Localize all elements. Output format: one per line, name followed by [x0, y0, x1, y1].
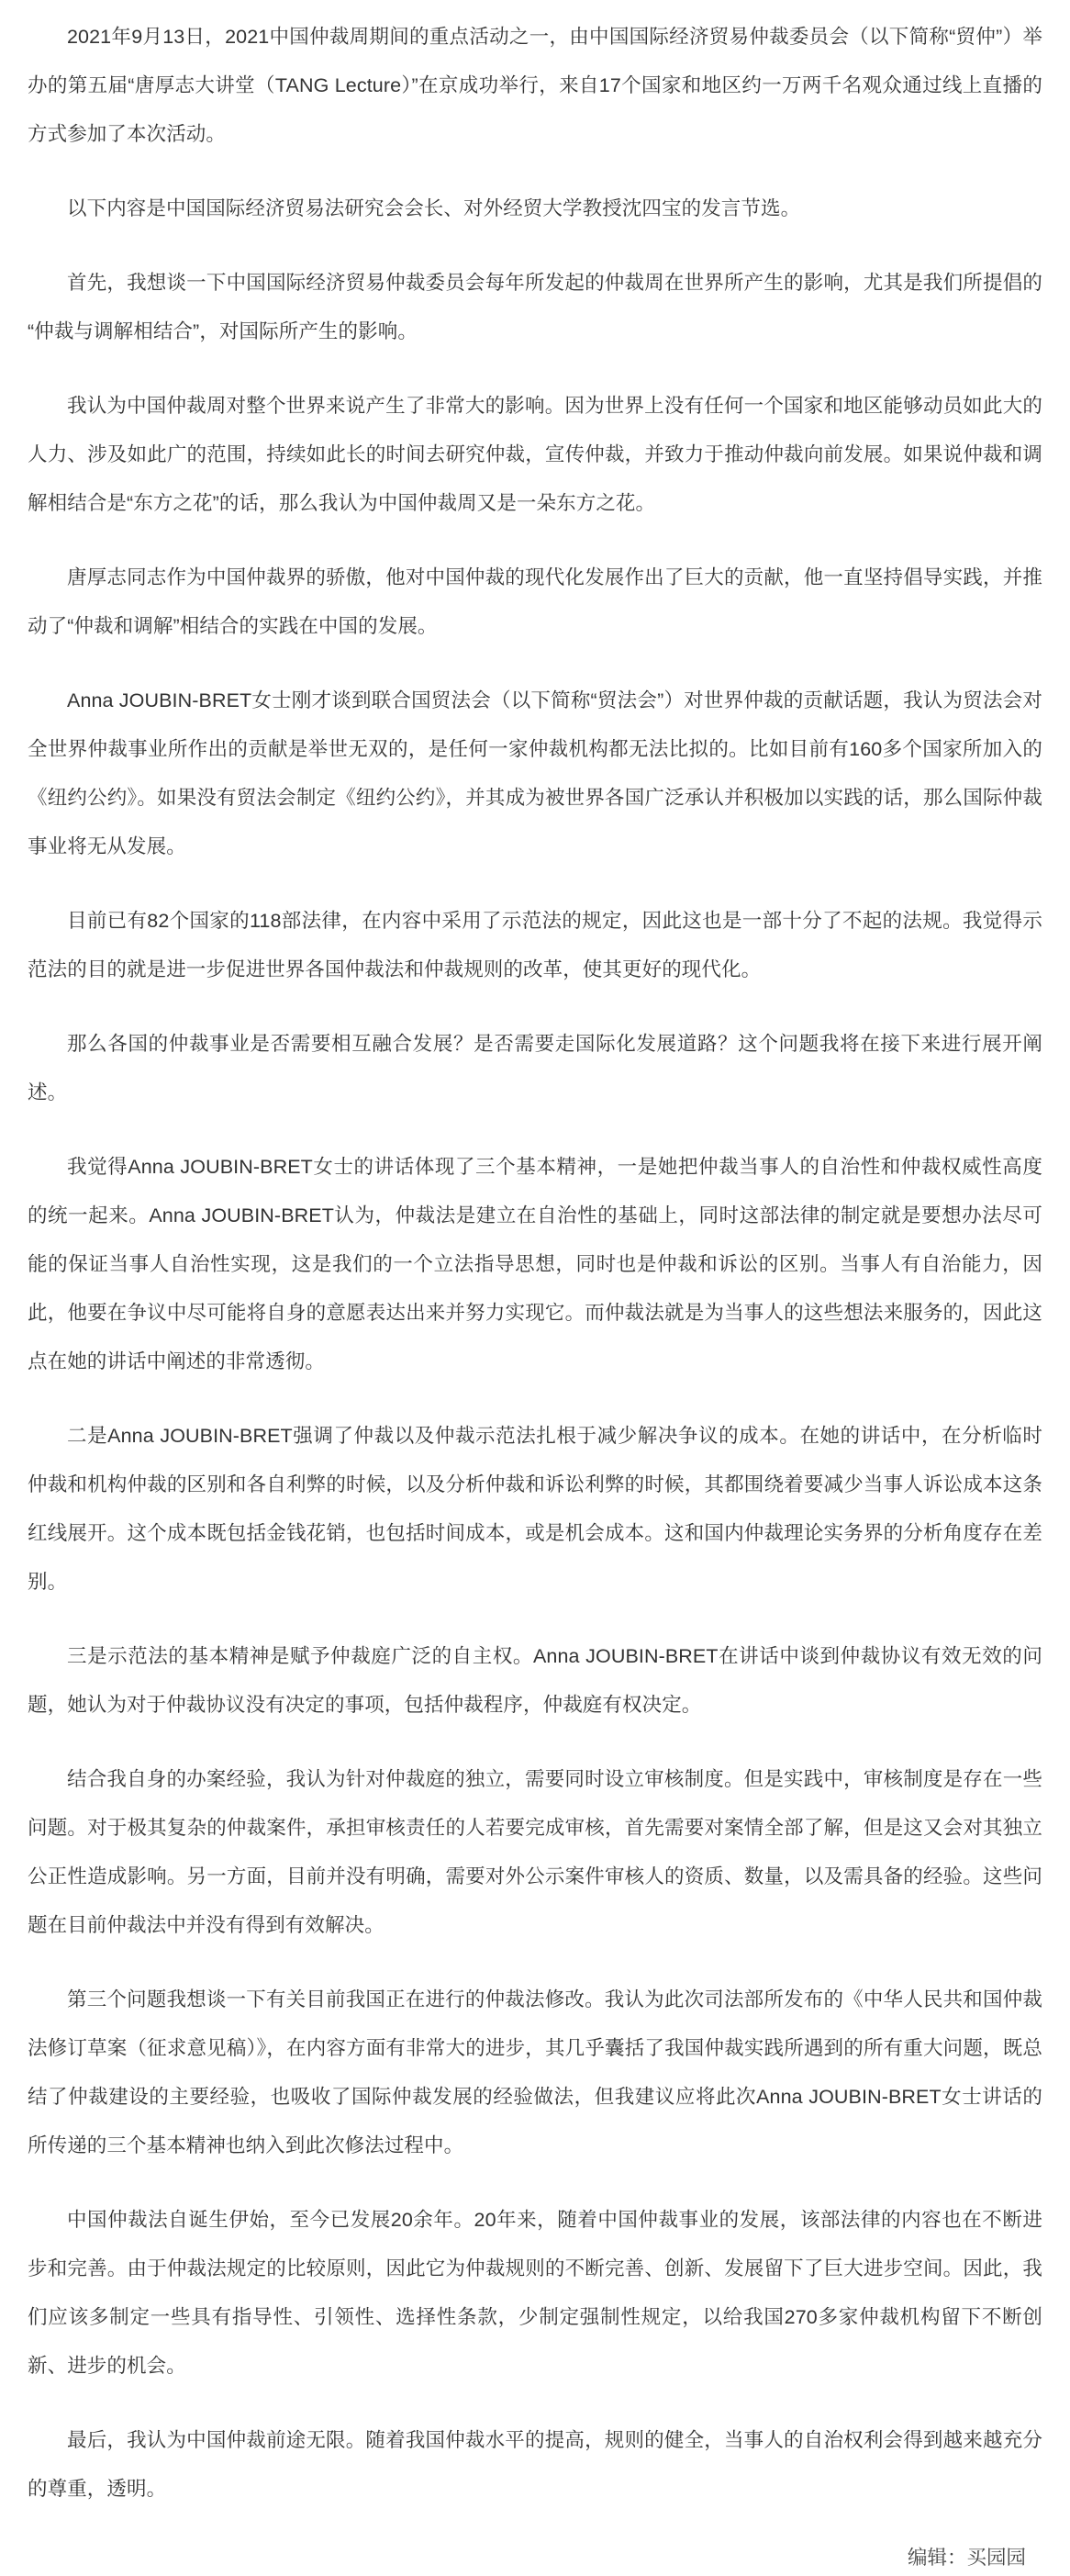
- bottom-spacer: [0, 2514, 1070, 2539]
- article-paragraph: 最后，我认为中国仲裁前途无限。随着我国仲裁水平的提高，规则的健全，当事人的自治权利会得到越来越充分的尊重，透明。: [28, 2429, 1042, 2500]
- article-paragraph: 首先，我想谈一下中国国际经济贸易仲裁委员会每年所发起的仲裁周在世界所产生的影响，尤其是我们所提倡的“仲裁与调解相结合”，对国际所产生的影响。: [28, 272, 1042, 342]
- article-paragraph: 二是Anna JOUBIN-BRET强调了仲裁以及仲裁示范法扎根于减少解决争议的成本。在她的讲话中，在分析临时仲裁和机构仲裁的区别和各自利弊的时候，以及分析仲裁和诉讼利弊的时候，其都围绕着要减少当事人诉讼成本这条红线展开。这个成本既包括金钱花销，也包括时间成本，或是机会成本。这和国内仲裁理论实务界的分析角度存在差别。: [28, 1425, 1042, 1593]
- article-paragraph: 第三个问题我想谈一下有关目前我国正在进行的仲裁法修改。我认为此次司法部所发布的《中华人民共和国仲裁法修订草案（征求意见稿）》，在内容方面有非常大的进步，其几乎囊括了我国仲裁实践所遇到的所有重大问题，既总结了仲裁建设的主要经验，也吸收了国际仲裁发展的经验做法，但我建议应将此次Anna JOUBIN-BRET女士讲话的所传递的三个基本精神也纳入到此次修法过程中。: [28, 1988, 1042, 2156]
- article-paragraph: 那么各国的仲裁事业是否需要相互融合发展？是否需要走国际化发展道路？这个问题我将在接下来进行展开阐述。: [28, 1033, 1042, 1103]
- article-paragraph: 2021年9月13日，2021中国仲裁周期间的重点活动之一，由中国国际经济贸易仲裁委员会（以下简称“贸仲”）举办的第五届“唐厚志大讲堂（TANG Lecture）”在京成功举行，来自17个国家和地区约一万两千名观众通过线上直播的方式参加了本次活动。: [28, 26, 1042, 145]
- article-paragraph: 我觉得Anna JOUBIN-BRET女士的讲话体现了三个基本精神，一是她把仲裁当事人的自治性和仲裁权威性高度的统一起来。Anna JOUBIN-BRET认为，仲裁法是建立在自治性的基础上，同时这部法律的制定就是要想办法尽可能的保证当事人自治性实现，这是我们的一个立法指导思想，同时也是仲裁和诉讼的区别。当事人有自治能力，因此，他要在争议中尽可能将自身的意愿表达出来并努力实现它。而仲裁法就是为当事人的这些想法来服务的，因此这点在她的讲话中阐述的非常透彻。: [28, 1156, 1042, 1372]
- article-paragraph: 我认为中国仲裁周对整个世界来说产生了非常大的影响。因为世界上没有任何一个国家和地区能够动员如此大的人力、涉及如此广的范围，持续如此长的时间去研究仲裁，宣传仲裁，并致力于推动仲裁向前发展。如果说仲裁和调解相结合是“东方之花”的话，那么我认为中国仲裁周又是一朵东方之花。: [28, 395, 1042, 514]
- article-paragraph: 目前已有82个国家的118部法律，在内容中采用了示范法的规定，因此这也是一部十分了不起的法规。我觉得示范法的目的就是进一步促进世界各国仲裁法和仲裁规则的改革，使其更好的现代化。: [28, 910, 1042, 980]
- article-paragraph: Anna JOUBIN-BRET女士刚才谈到联合国贸法会（以下简称“贸法会”）对世界仲裁的贡献话题，我认为贸法会对全世界仲裁事业所作出的贡献是举世无双的，是任何一家仲裁机构都无法比拟的。比如目前有160多个国家所加入的《纽约公约》。如果没有贸法会制定《纽约公约》，并其成为被世界各国广泛承认并积极加以实践的话，那么国际仲裁事业将无从发展。: [28, 689, 1042, 857]
- article-paragraph: 唐厚志同志作为中国仲裁界的骄傲，他对中国仲裁的现代化发展作出了巨大的贡献，他一直坚持倡导实践，并推动了“仲裁和调解”相结合的实践在中国的发展。: [28, 566, 1042, 637]
- article-paragraph: 以下内容是中国国际经济贸易法研究会会长、对外经贸大学教授沈四宝的发言节选。: [67, 197, 801, 219]
- article-paragraph: 中国仲裁法自诞生伊始，至今已发展20余年。20年来，随着中国仲裁事业的发展，该部法律的内容也在不断进步和完善。由于仲裁法规定的比较原则，因此它为仲裁规则的不断完善、创新、发展留下了巨大进步空间。因此，我们应该多制定一些具有指导性、引领性、选择性条款，少制定强制性规定，以给我国270多家仲裁机构留下不断创新、进步的机会。: [28, 2209, 1042, 2377]
- article-paragraph: 三是示范法的基本精神是赋予仲裁庭广泛的自主权。Anna JOUBIN-BRET在讲话中谈到仲裁协议有效无效的问题，她认为对于仲裁协议没有决定的事项，包括仲裁程序，仲裁庭有权决定。: [28, 1645, 1042, 1716]
- editor-credit: 编辑：买园园: [907, 2547, 1026, 2569]
- article-paragraph: 结合我自身的办案经验，我认为针对仲裁庭的独立，需要同时设立审核制度。但是实践中，审核制度是存在一些问题。对于极其复杂的仲裁案件，承担审核责任的人若要完成审核，首先需要对案情全部了解，但是这又会对其独立公正性造成影响。另一方面，目前并没有明确，需要对外公示案件审核人的资质、数量，以及需具备的经验。这些问题在目前仲裁法中并没有得到有效解决。: [28, 1768, 1042, 1936]
